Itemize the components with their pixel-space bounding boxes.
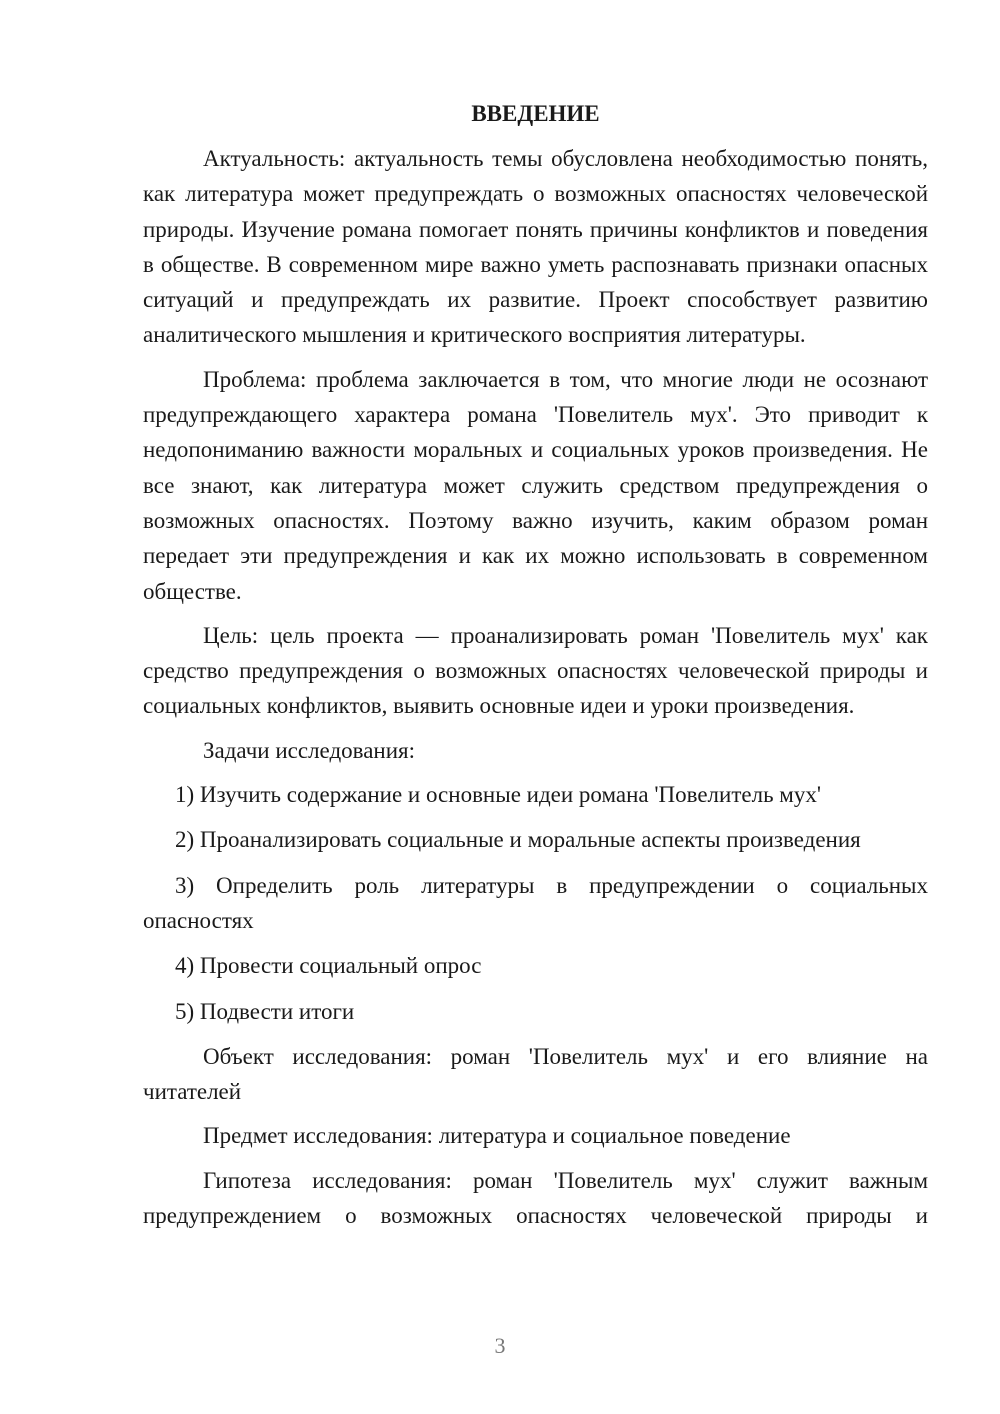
tasks-heading: Задачи исследования:	[203, 737, 416, 763]
list-item: 2) Проанализировать социальные и моральные аспекты произведения	[175, 827, 861, 853]
tasks-list	[143, 777, 928, 1029]
list-item: 3) Определить роль литературы в предупреждении о социальных опасностях	[143, 872, 928, 933]
problem-paragraph: Проблема: проблема заключается в том, что многие люди не осознают предупреждающего характера романа 'Повелитель мух'. Это приводит к недопониманию важности моральных и социальных уроков произведения. Не все знают, как литература может служить средством предупреждения о возможных опасностях. Поэтому важно изучить, каким образом роман передает эти предупреждения и как их можно использовать в современном обществе.	[143, 366, 928, 604]
page-title: ВВЕДЕНИЕ	[471, 101, 600, 126]
object-paragraph: Объект исследования: роман 'Повелитель мух' и его влияние на читателей	[143, 1043, 928, 1105]
list-item: 4) Провести социальный опрос	[175, 953, 482, 979]
relevance-paragraph: Актуальность: актуальность темы обусловлена необходимостью понять, как литература может предупреждать о возможных опасностях человеческой природы. Изучение романа помогает понять причины конфликтов и поведения в обществе. В современном мире важно уметь распознавать признаки опасных ситуаций и предупреждать их развитие. Проект способствует развитию аналитического мышления и критического восприятия литературы.	[143, 146, 928, 348]
page-number: 3	[494, 1333, 506, 1358]
subject-paragraph: Предмет исследования: литература и социальное поведение	[203, 1123, 791, 1149]
page-body	[143, 96, 928, 1242]
goal-paragraph: Цель: цель проекта — проанализировать роман 'Повелитель мух' как средство предупреждения о возможных опасностях человеческой природы и социальных конфликтов, выявить основные идеи и уроки произведения.	[143, 622, 928, 719]
hypothesis-paragraph: Гипотеза исследования: роман 'Повелитель мух' служит важным предупреждением о возможных опасностях человеческой природы и	[143, 1167, 928, 1229]
list-item: 5) Подвести итоги	[175, 998, 355, 1024]
list-item: 1) Изучить содержание и основные идеи романа 'Повелитель мух'	[175, 782, 822, 808]
